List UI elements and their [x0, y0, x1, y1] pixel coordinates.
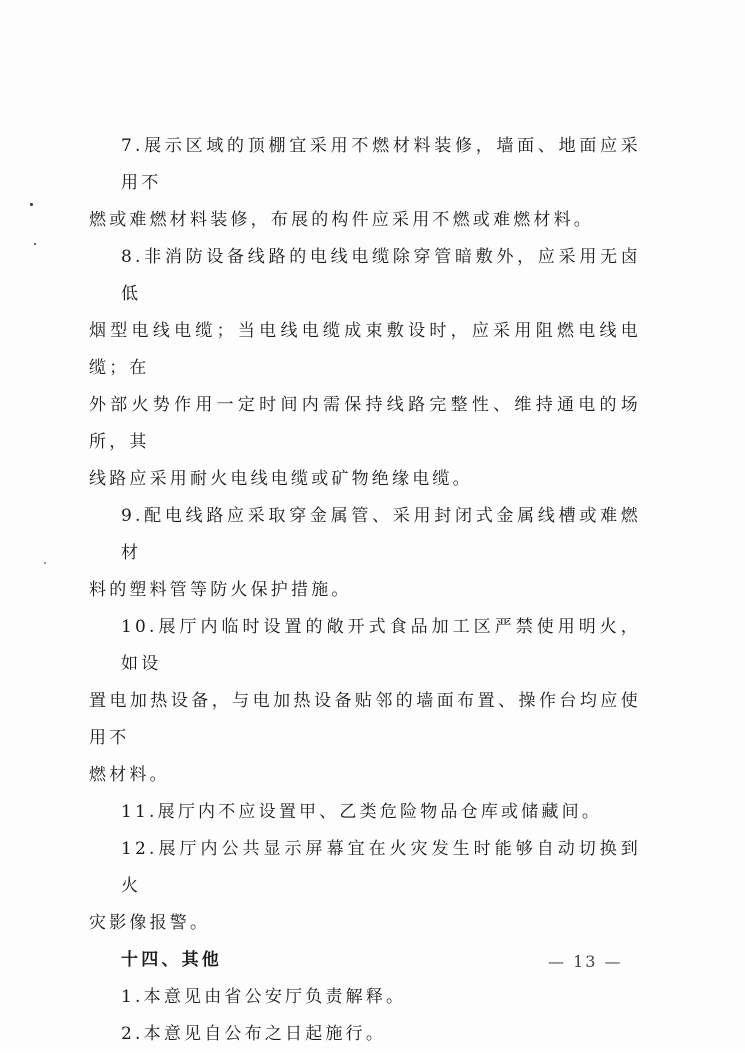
paragraph-line: 8.非消防设备线路的电线电缆除穿管暗敷外，应采用无卤低 — [121, 247, 641, 304]
scan-artifact-dot — [44, 562, 46, 564]
paragraph-line: 12.展厅内公共显示屏幕宜在火灾发生时能够自动切换到火 — [121, 839, 641, 896]
paragraph-line: 料的塑料管等防火保护措施。 — [89, 580, 352, 600]
paragraph-item-9 — [89, 498, 641, 609]
paragraph-line: 置电加热设备，与电加热设备贴邻的墙面布置、操作台均应使用不 — [89, 691, 641, 748]
document-body — [89, 128, 641, 1053]
paragraph-line: 灾影像报警。 — [89, 913, 211, 933]
paragraph-item-8 — [89, 239, 641, 498]
scan-artifact-dot — [34, 243, 36, 245]
paragraph-line: 外部火势作用一定时间内需保持线路完整性、维持通电的场所，其 — [89, 395, 641, 452]
paragraph-line: 9.配电线路应采取穿金属管、采用封闭式金属线槽或难燃材 — [121, 506, 641, 563]
paragraph-line: 11.展厅内不应设置甲、乙类危险物品仓库或储藏间。 — [121, 802, 603, 822]
paragraph-line: 燃或难燃材料装修，布展的构件应采用不燃或难燃材料。 — [89, 210, 594, 230]
paragraph-line: 7.展示区域的顶棚宜采用不燃材料装修，墙面、地面应采用不 — [121, 136, 641, 193]
paragraph-line: 1.本意见由省公安厅负责解释。 — [121, 987, 407, 1007]
paragraph-line: 燃材料。 — [89, 765, 170, 785]
section-item-2 — [89, 1016, 641, 1053]
scan-artifact-dot — [30, 203, 33, 206]
paragraph-item-7 — [89, 128, 641, 239]
paragraph-item-10 — [89, 609, 641, 794]
paragraph-line: 2.本意见自公布之日起施行。 — [121, 1024, 387, 1044]
paragraph-item-12 — [89, 831, 641, 942]
paragraph-line: 烟型电线电缆；当电线电缆成束敷设时，应采用阻燃电线电缆；在 — [89, 321, 641, 378]
paragraph-line: 线路应采用耐火电线电缆或矿物绝缘电缆。 — [89, 469, 473, 489]
paragraph-item-11 — [89, 794, 641, 831]
paragraph-line: 10.展厅内临时设置的敞开式食品加工区严禁使用明火，如设 — [121, 617, 641, 674]
page-number: — 13 — — [548, 952, 623, 971]
section-item-1 — [89, 979, 641, 1016]
section-heading: 十四、其他 — [121, 950, 222, 970]
